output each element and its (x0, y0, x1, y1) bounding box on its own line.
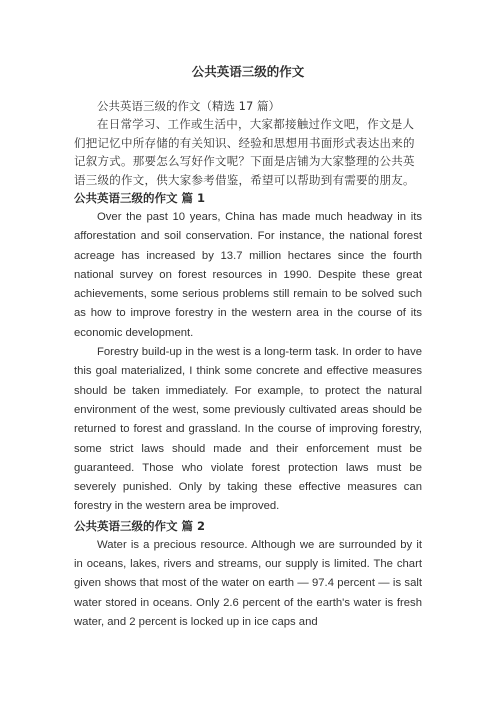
document-subtitle: 公共英语三级的作文（精选 17 篇） (97, 99, 280, 113)
document-title: 公共英语三级的作文 (191, 64, 305, 79)
section-1-paragraph-2: Forestry build-up in the west is a long-term task. In order to have this goal materialized, I think some concrete and effective measures should be taken immediately. For example, to protect the natural environment of the west, some previously cultivated areas should be returned to forest and grassland. In the course of improving forestry, some strict laws should made and their enforcement must be guaranteed. Those who violate forest protection laws must be severely punished. Only by taking these effective measures can forestry in the western area be improved. (74, 346, 422, 513)
section-1-paragraph-1: Over the past 10 years, China has made much headway in its afforestation and soil conservation. For instance, the national forest acreage has increased by 13.7 million hectares since the fourth national survey on forest resources in 1990. Despite these great achievements, some serious problems still remain to be solved such as how to improve forestry in the western area in the course of its economic development. (74, 211, 422, 339)
section-2-paragraph-1: Water is a precious resource. Although we are surrounded by it in oceans, lakes, rivers and streams, our supply is limited. The chart given shows that most of the water on earth — 97.4 percent — is salt water stored in oceans. Only 2.6 percent of the earth's water is fresh water, and 2 percent is locked up in ice caps and (74, 538, 422, 628)
section-heading-1: 公共英语三级的作文 篇 1 (74, 191, 206, 205)
intro-paragraph: 在日常学习、工作或生活中，大家都接触过作文吧，作文是人们把记忆中所存储的有关知识、经验和思想用书面形式表达出来的记叙方式。那要怎么写好作文呢？下面是店铺为大家整理的公共英语三级的作文，供大家参考借鉴，希望可以帮助到有需要的朋友。 (74, 117, 415, 187)
section-heading-2: 公共英语三级的作文 篇 2 (74, 518, 206, 533)
